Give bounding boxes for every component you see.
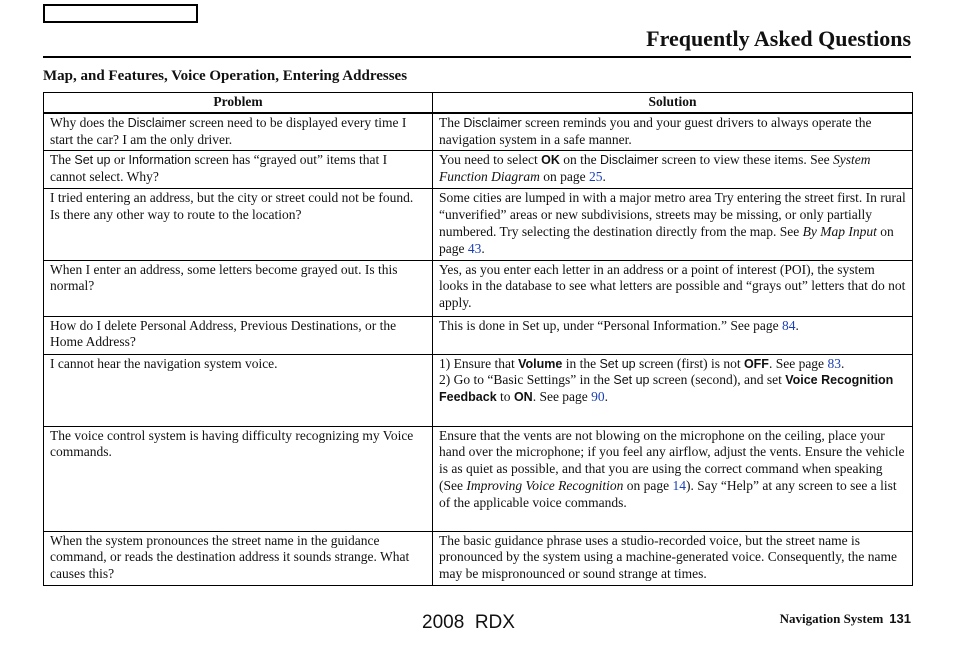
- text: in the: [562, 355, 600, 371]
- problem-cell: [44, 531, 433, 585]
- problem-cell: [44, 260, 433, 316]
- text: .: [481, 240, 485, 256]
- text: The voice control system is having difficulty recognizing my Voice commands.: [50, 427, 414, 460]
- faq-table: [43, 92, 913, 586]
- problem-cell: [44, 426, 433, 531]
- text: 1) Ensure that: [439, 355, 519, 371]
- ui-term: Set up: [613, 373, 650, 388]
- text: 2) Go to “Basic Settings” in the: [439, 372, 614, 388]
- cross-reference-title: System Function Diagram: [439, 152, 871, 185]
- page-footer: [780, 611, 911, 627]
- text: Yes, as you enter each letter in an address or a point of interest (POI), the system looks in the database to see what letters are possible and “grays out” letters that do not apply.: [439, 261, 906, 311]
- page-link[interactable]: 83: [827, 355, 841, 371]
- solution-cell: [433, 316, 913, 354]
- solution-cell: [433, 189, 913, 260]
- solution-cell: [433, 426, 913, 531]
- footer-section-label: Navigation System: [779, 611, 884, 626]
- text: screen reminds you and your guest drivers to always operate the navigation system in a safe manner.: [439, 114, 872, 147]
- text: or: [110, 152, 129, 168]
- problem-cell: [44, 113, 433, 151]
- ui-term-bold: ON: [513, 390, 533, 405]
- text: The: [439, 114, 464, 130]
- ui-term: Disclaimer: [127, 115, 186, 130]
- text: screen need to be displayed every time I start the car? I am the only driver.: [50, 114, 407, 147]
- table-row: [44, 151, 913, 189]
- problem-cell: [44, 151, 433, 189]
- solution-cell: [433, 531, 913, 585]
- text: Why does the: [50, 114, 128, 130]
- text: I tried entering an address, but the city or street could not be found. Is there any other way to route to the location?: [50, 190, 414, 223]
- text: screen (second), and set: [649, 372, 786, 388]
- table-row: [44, 260, 913, 316]
- ui-term: Disclaimer: [600, 153, 659, 168]
- ui-term: Disclaimer: [463, 115, 522, 130]
- column-header-solution: Solution: [433, 93, 913, 113]
- text: When I enter an address, some letters become grayed out. Is this normal?: [50, 261, 398, 294]
- text: on page: [623, 477, 673, 493]
- text: ). Say “Help” at any screen to see a list of the applicable voice commands.: [439, 477, 897, 510]
- solution-cell: [433, 151, 913, 189]
- problem-cell: [44, 316, 433, 354]
- text: on page: [439, 223, 894, 256]
- cross-reference-title: By Map Input: [802, 223, 877, 239]
- ui-term-bold: Volume: [518, 356, 563, 371]
- table-row: [44, 113, 913, 151]
- page-link[interactable]: 43: [467, 240, 482, 256]
- table-row: [44, 354, 913, 426]
- column-header-problem: Problem: [44, 93, 433, 113]
- section-tab-box: [43, 4, 198, 23]
- page-link[interactable]: 25: [588, 169, 603, 185]
- page-link[interactable]: 90: [591, 389, 605, 405]
- text: The: [50, 152, 75, 168]
- solution-step-2: [439, 372, 906, 406]
- table-row: [44, 189, 913, 260]
- solution-step-1: [439, 356, 906, 373]
- ui-term-bold: Voice Recognition Feedback: [439, 373, 894, 405]
- problem-cell: [44, 354, 433, 426]
- table-header-row: [44, 93, 913, 113]
- table-row: [44, 426, 913, 531]
- text: .: [604, 389, 609, 405]
- text: .: [795, 317, 799, 333]
- title-divider: [43, 56, 911, 58]
- vehicle-model-label: 2008 RDX: [422, 612, 515, 633]
- text: screen (first) is not: [635, 355, 744, 371]
- ui-term: Set up: [74, 153, 111, 168]
- ui-term-bold: OK: [541, 153, 560, 168]
- cross-reference-title: Improving Voice Recognition: [466, 477, 624, 493]
- text: When the system pronounces the street name in the guidance command, or reads the destination address it sounds strange. What causes this?: [50, 532, 410, 582]
- solution-cell: [433, 354, 913, 426]
- text: I cannot hear the navigation system voice.: [50, 355, 278, 371]
- page-link[interactable]: 84: [782, 317, 796, 333]
- ui-term-bold: OFF: [743, 356, 769, 371]
- ui-term: Set up: [599, 356, 636, 371]
- ui-term: Information: [128, 153, 192, 168]
- text: screen to view these items. See: [658, 152, 834, 168]
- text: .: [840, 355, 845, 371]
- table-row: [44, 316, 913, 354]
- solution-cell: [433, 260, 913, 316]
- text: You need to select: [439, 152, 542, 168]
- text: screen has “grayed out” items that I cannot select. Why?: [50, 152, 388, 185]
- page-number: 131: [889, 611, 911, 626]
- text: .: [602, 169, 606, 185]
- table-row: [44, 531, 913, 585]
- text: How do I delete Personal Address, Previous Destinations, or the Home Address?: [50, 317, 397, 350]
- text: . See page: [768, 355, 828, 371]
- page-title: Frequently Asked Questions: [646, 26, 911, 51]
- text: on the: [559, 152, 600, 168]
- text: on page: [539, 169, 589, 185]
- text: Ensure that the vents are not blowing on the microphone on the ceiling, place your hand over the microphone; if you feel any airflow, adjust the vents. Ensure the vehicle is as quiet as possible, and that you are using the correct command when speaking (See: [439, 427, 905, 493]
- text: Some cities are lumped in with a major metro area Try entering the street first. In rural “unverified” areas or new subdivisions, streets may be missing, or only partially numbered. Try selecting the destination directly from the map. See: [439, 190, 906, 239]
- text: The basic guidance phrase uses a studio-recorded voice, but the street name is pronounced by the system using a machine-generated voice. Consequently, the name may be mispronounced or sound strange at times.: [439, 532, 897, 582]
- text: This is done in Set up, under “Personal Information.” See page: [439, 317, 783, 333]
- section-heading: Map, and Features, Voice Operation, Entering Addresses: [43, 68, 408, 84]
- text: to: [496, 389, 514, 405]
- text: . See page: [532, 389, 592, 405]
- problem-cell: [44, 189, 433, 260]
- page-link[interactable]: 14: [672, 477, 686, 493]
- solution-cell: [433, 113, 913, 151]
